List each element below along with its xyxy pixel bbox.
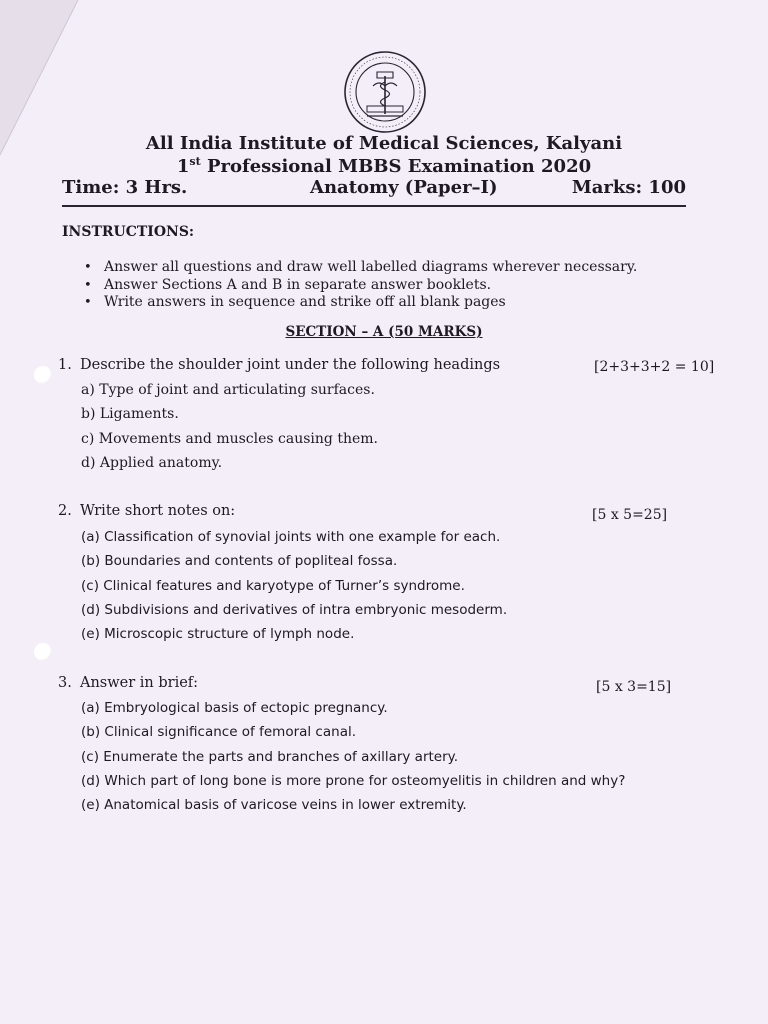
question-1-part: d) Applied anatomy. [81, 455, 223, 471]
question-1-part: c) Movements and muscles causing them. [81, 431, 378, 447]
question-3-part: (e) Anatomical basis of varicose veins in lower extremity. [81, 797, 467, 813]
question-number: 3. [58, 675, 72, 691]
punch-hole-bottom [34, 643, 52, 661]
question-3-part: (a) Embryological basis of ectopic pregnancy. [81, 700, 388, 716]
question-1-marks: [2+3+3+2 = 10] [594, 359, 715, 375]
question-text: Write short notes on: [80, 503, 236, 519]
question-1-part: a) Type of joint and articulating surfaces. [81, 382, 375, 398]
punch-hole-top [34, 366, 52, 384]
question-2 [58, 503, 235, 519]
instructions-heading: INSTRUCTIONS: [62, 224, 195, 240]
question-2-part: (a) Classification of synovial joints with one example for each. [81, 529, 501, 545]
question-1-part: b) Ligaments. [81, 406, 179, 422]
exam-meta-row [62, 177, 686, 201]
question-2-part: (c) Clinical features and karyotype of Turner’s syndrome. [81, 578, 465, 594]
section-heading: SECTION – A (50 MARKS) [285, 324, 483, 340]
question-1 [58, 357, 500, 373]
question-3-marks: [5 x 3=15] [596, 679, 672, 695]
question-3-part: (b) Clinical significance of femoral canal. [81, 724, 357, 740]
exam-title: 1st Professional MBBS Examination 2020 [176, 155, 592, 177]
question-3-part: (d) Which part of long bone is more prone for osteomyelitis in children and why? [81, 773, 626, 789]
question-text: Describe the shoulder joint under the following headings [80, 357, 501, 373]
question-3 [58, 675, 198, 691]
question-number: 1. [58, 357, 72, 373]
exam-marks: Marks: 100 [571, 177, 686, 198]
question-2-part: (e) Microscopic structure of lymph node. [81, 626, 355, 642]
exam-time: Time: 3 Hrs. [62, 177, 188, 198]
question-2-part: (b) Boundaries and contents of popliteal fossa. [81, 553, 398, 569]
question-2-marks: [5 x 5=25] [592, 507, 668, 523]
institute-seal-logo [343, 50, 427, 134]
exam-subject: Anatomy (Paper–I) [310, 177, 498, 198]
instructions-list [84, 259, 637, 312]
question-number: 2. [58, 503, 72, 519]
institute-name: All India Institute of Medical Sciences, Kalyani [145, 133, 623, 154]
question-2-part: (d) Subdivisions and derivatives of intra embryonic mesoderm. [81, 602, 508, 618]
instruction-item: • Answer Sections A and B in separate answer booklets. [84, 277, 637, 295]
instruction-item: • Answer all questions and draw well labelled diagrams wherever necessary. [84, 259, 637, 277]
header-divider [62, 205, 686, 207]
instruction-item: • Write answers in sequence and strike off all blank pages [84, 294, 637, 312]
question-3-part: (c) Enumerate the parts and branches of axillary artery. [81, 749, 459, 765]
question-text: Answer in brief: [80, 675, 199, 691]
